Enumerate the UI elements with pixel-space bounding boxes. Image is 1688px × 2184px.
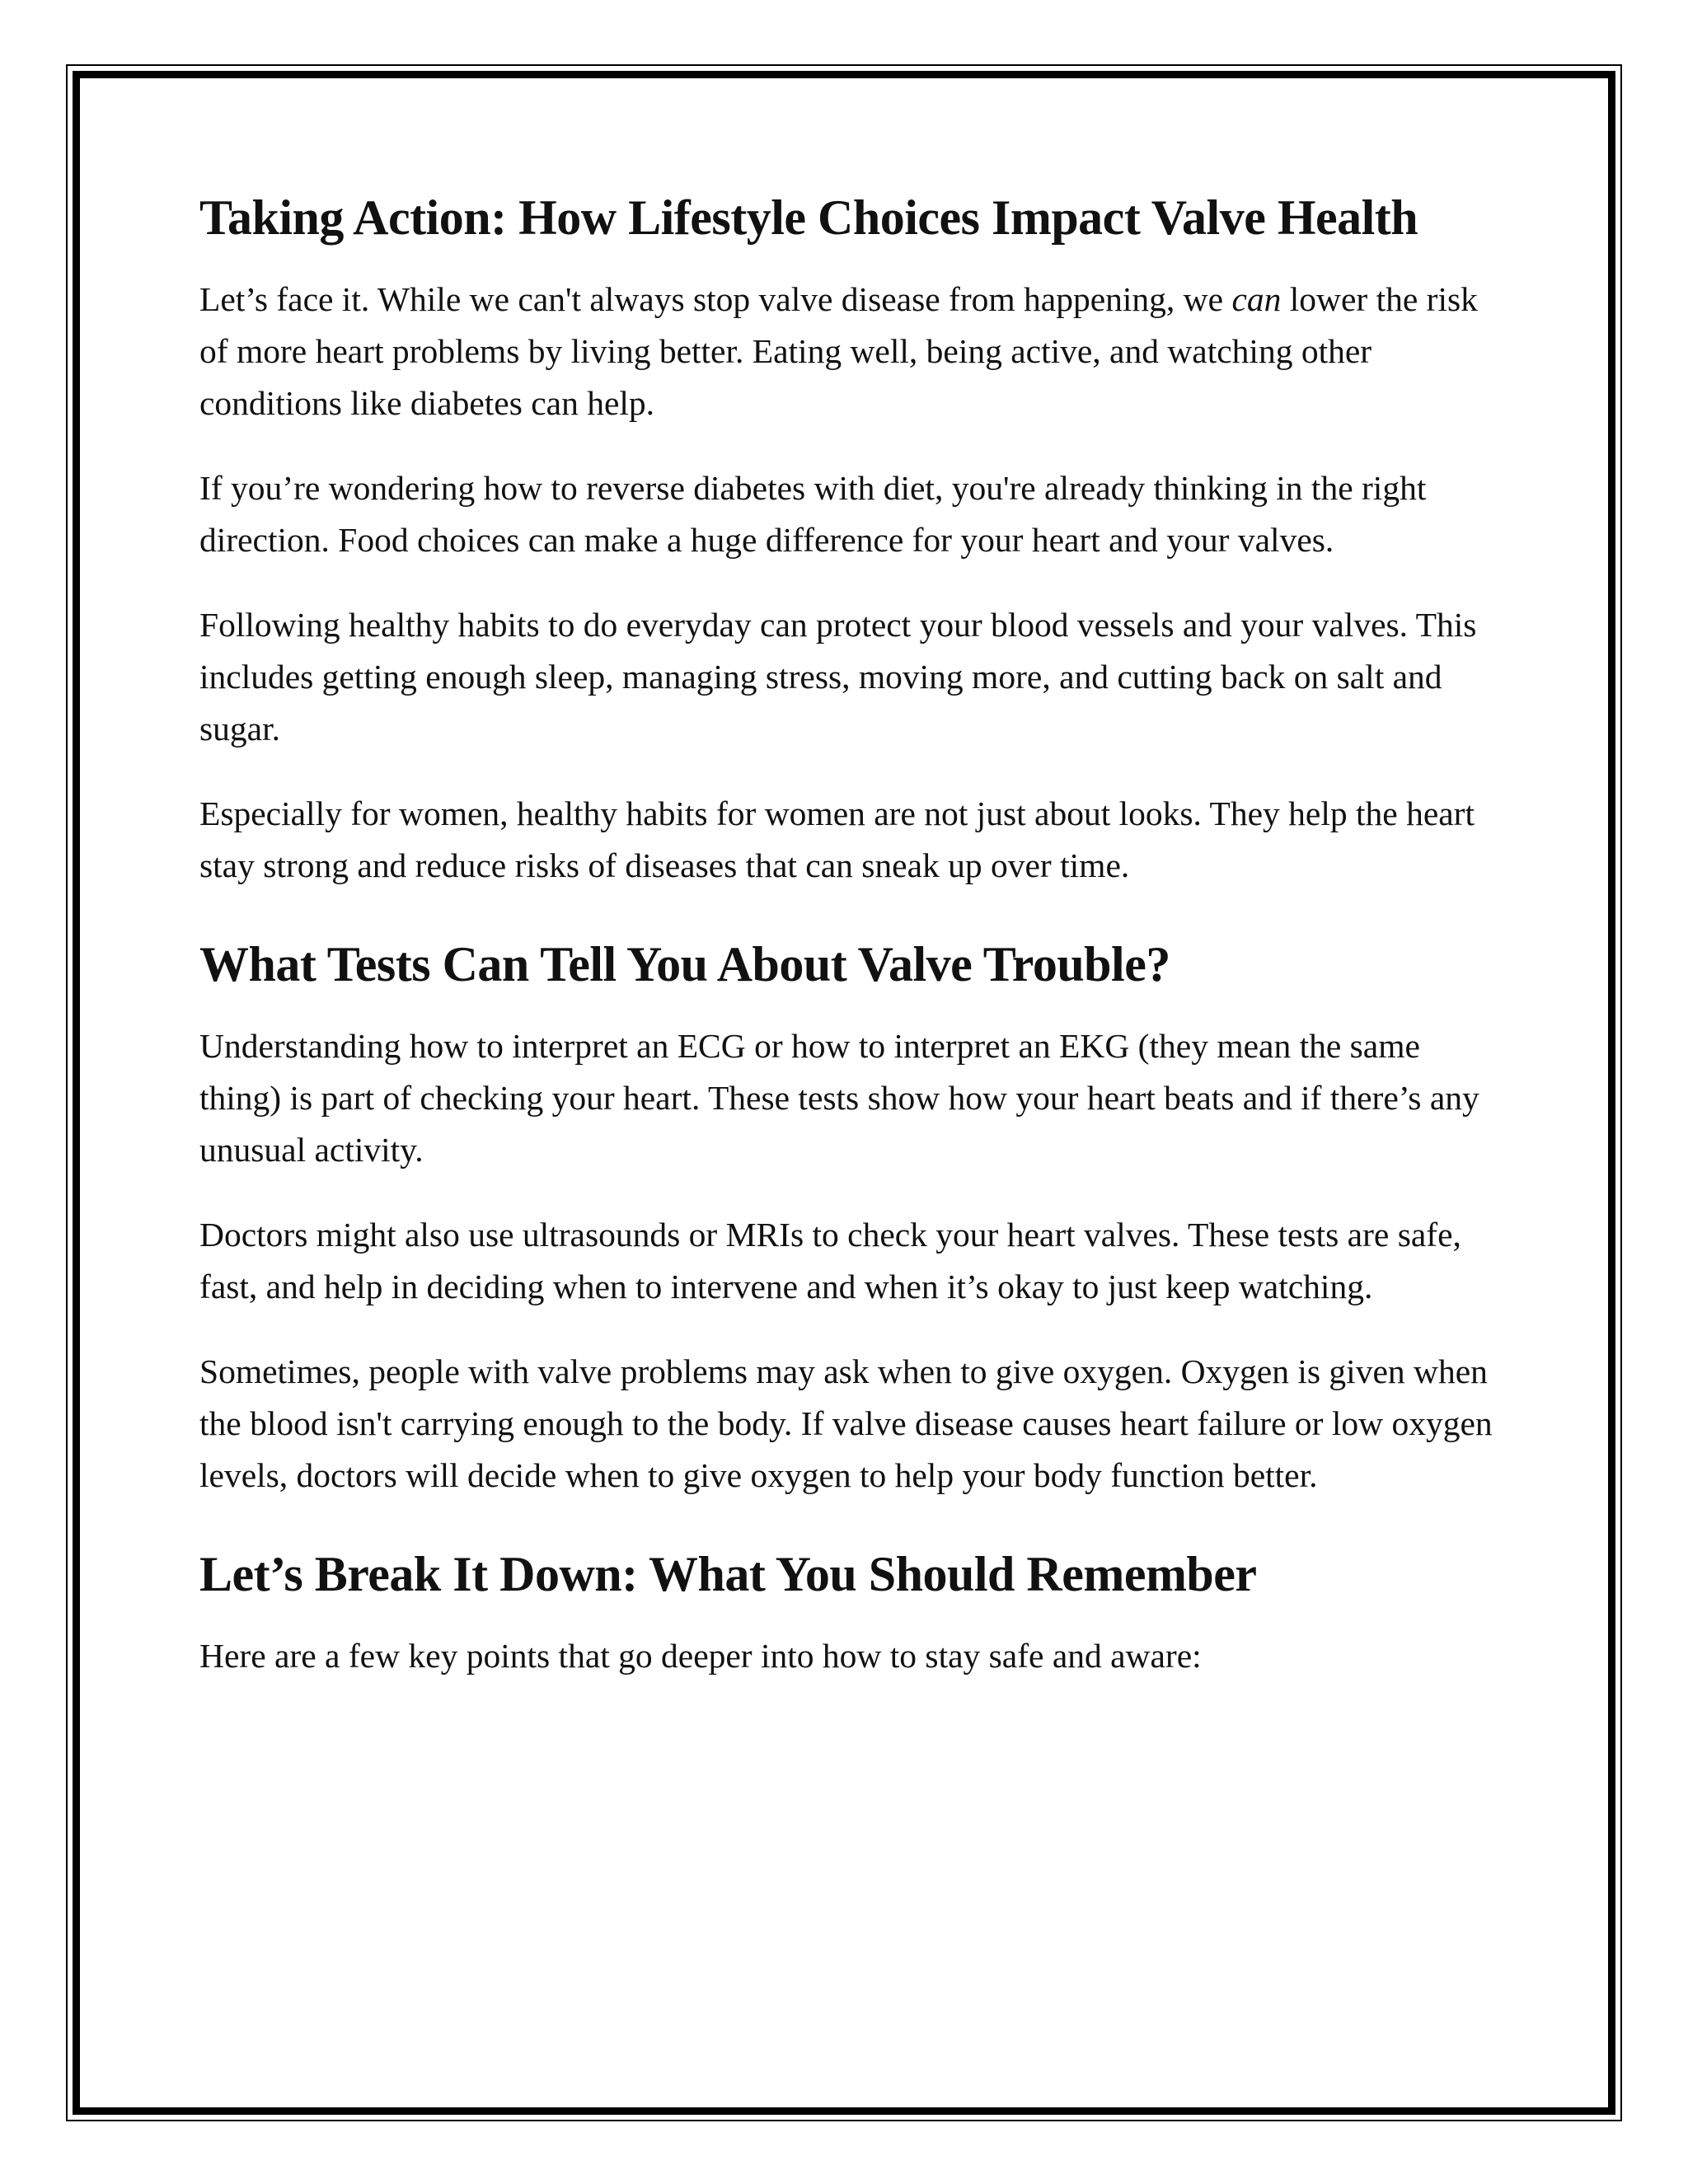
paragraph-oxygen: Sometimes, people with valve problems may ask when to give oxygen. Oxygen is given when the blood isn't carrying enough to the body. If valve disease causes heart failure or low oxygen levels, doctors will decide when to give oxygen to help your body function better. (199, 1352, 1493, 1494)
paragraph-women-habits: Especially for women, healthy habits for women are not just about looks. They help the heart stay strong and reduce risks of diseases that can sneak up over time. (199, 794, 1475, 884)
paragraph-ecg-ekg: Understanding how to interpret an ECG or how to interpret an EKG (they mean the same thing) is part of checking your heart. These tests show how your heart beats and if there’s any unusual activity. (199, 1027, 1479, 1169)
section-heading-remember: Let’s Break It Down: What You Should Remember (199, 1547, 1257, 1601)
emphasis-can: can (1231, 280, 1282, 318)
paragraph-reverse-diabetes: If you’re wondering how to reverse diabetes with diet, you're already thinking in the right direction. Food choices can make a huge difference for your heart and your valves. (199, 469, 1427, 559)
paragraph-ultrasound-mri: Doctors might also use ultrasounds or MRIs to check your heart valves. These tests are safe, fast, and help in deciding when to intervene and when it’s okay to just keep watching. (199, 1216, 1461, 1305)
paragraph-healthy-habits: Following healthy habits to do everyday can protect your blood vessels and your valves. This includes getting enough sleep, managing stress, moving more, and cutting back on salt and sugar. (199, 606, 1477, 748)
paragraph-text: lower the risk of more heart problems by living better. Eating well, being active, and watching other conditions like diabetes can help. (199, 280, 1478, 422)
paragraph-key-points: Here are a few key points that go deeper into how to stay safe and aware: (199, 1637, 1202, 1675)
section-heading-tests: What Tests Can Tell You About Valve Trouble? (199, 937, 1170, 991)
paragraph-lets-face-it (199, 274, 1502, 429)
document-body (199, 188, 1502, 1715)
section-heading-lifestyle: Taking Action: How Lifestyle Choices Impact Valve Health (199, 190, 1418, 245)
paragraph-text: Let’s face it. While we can't always stop valve disease from happening, we (199, 280, 1232, 318)
